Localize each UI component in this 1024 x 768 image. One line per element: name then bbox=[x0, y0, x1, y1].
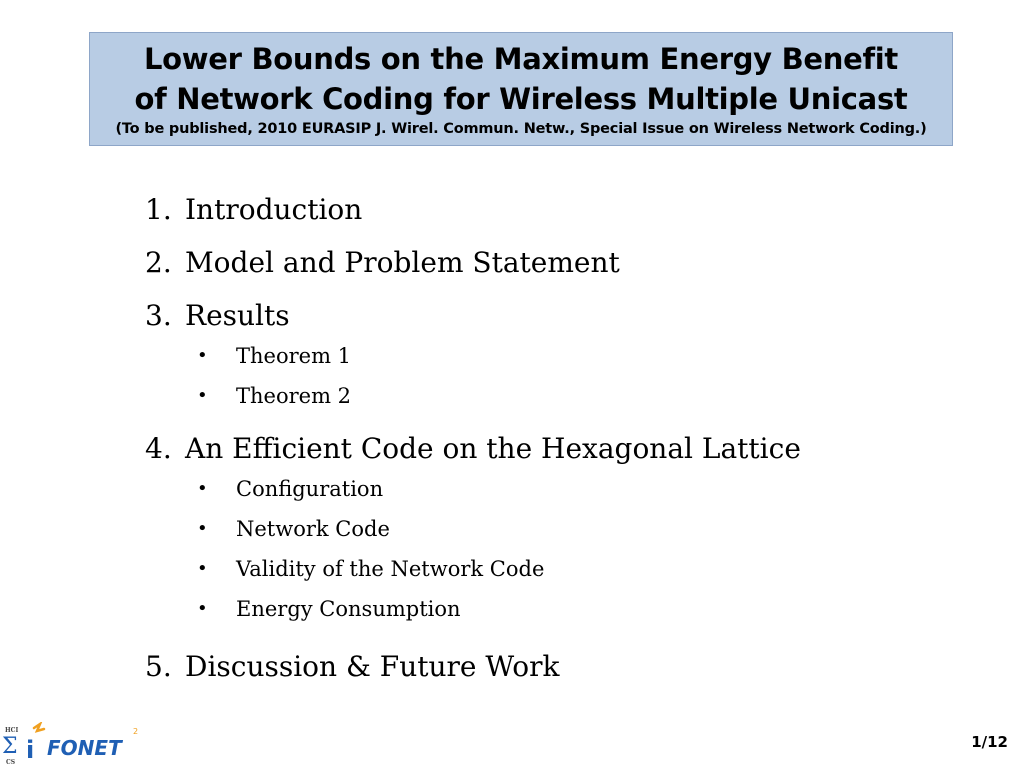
section-number: 1. bbox=[145, 193, 172, 226]
section-label: Introduction bbox=[185, 193, 363, 226]
slide-title-line-1: Lower Bounds on the Maximum Energy Benefit bbox=[144, 42, 898, 76]
subitem-label: Theorem 1 bbox=[236, 344, 352, 368]
ifonet-logo bbox=[2, 722, 142, 768]
bullet-icon: • bbox=[197, 598, 208, 619]
slide-title-line-2: of Network Coding for Wireless Multiple Unicast bbox=[134, 82, 908, 116]
subitem-label: Validity of the Network Code bbox=[236, 557, 545, 581]
section-label: Results bbox=[185, 299, 290, 332]
results-subitems bbox=[145, 336, 945, 416]
list-item bbox=[145, 376, 945, 416]
outline-section-results bbox=[145, 296, 945, 336]
logo-superscript: 2 bbox=[133, 727, 139, 736]
bullet-icon: • bbox=[197, 478, 208, 499]
section-number: 3. bbox=[145, 299, 172, 332]
bullet-icon: • bbox=[197, 518, 208, 539]
lightning-icon bbox=[34, 724, 44, 731]
logo-prefix: i bbox=[26, 736, 35, 764]
section-number: 2. bbox=[145, 246, 172, 279]
bullet-icon: • bbox=[197, 558, 208, 579]
logo-side-top: HCI bbox=[5, 727, 19, 734]
list-item bbox=[145, 509, 945, 549]
section-label: An Efficient Code on the Hexagonal Lattice bbox=[185, 432, 801, 465]
outline-section-discussion bbox=[145, 647, 945, 687]
list-item bbox=[145, 469, 945, 509]
bullet-icon: • bbox=[197, 385, 208, 406]
subitem-label: Theorem 2 bbox=[236, 384, 352, 408]
list-item bbox=[145, 336, 945, 376]
subitem-label: Network Code bbox=[236, 517, 390, 541]
efficient-code-subitems bbox=[145, 469, 945, 629]
section-label: Model and Problem Statement bbox=[185, 246, 620, 279]
slide-subtitle: (To be published, 2010 EURASIP J. Wirel. Commun. Netw., Special Issue on Wireless Network Coding.) bbox=[115, 121, 927, 137]
logo-side-bottom: CS bbox=[6, 759, 16, 766]
subitem-label: Configuration bbox=[236, 477, 384, 501]
subitem-label: Energy Consumption bbox=[236, 597, 461, 621]
section-number: 4. bbox=[145, 432, 172, 465]
sigma-icon: Σ bbox=[2, 734, 18, 759]
list-item bbox=[145, 549, 945, 589]
logo-text: FONET bbox=[47, 736, 122, 760]
section-label: Discussion & Future Work bbox=[185, 650, 560, 683]
title-banner bbox=[89, 32, 953, 146]
bullet-icon: • bbox=[197, 345, 208, 366]
outline-section-model bbox=[145, 243, 945, 283]
outline-section-efficient-code bbox=[145, 429, 945, 469]
page-number: 1/12 bbox=[971, 733, 1008, 751]
section-number: 5. bbox=[145, 650, 172, 683]
outline-section-introduction bbox=[145, 190, 945, 230]
list-item bbox=[145, 589, 945, 629]
outline-list bbox=[145, 190, 945, 687]
